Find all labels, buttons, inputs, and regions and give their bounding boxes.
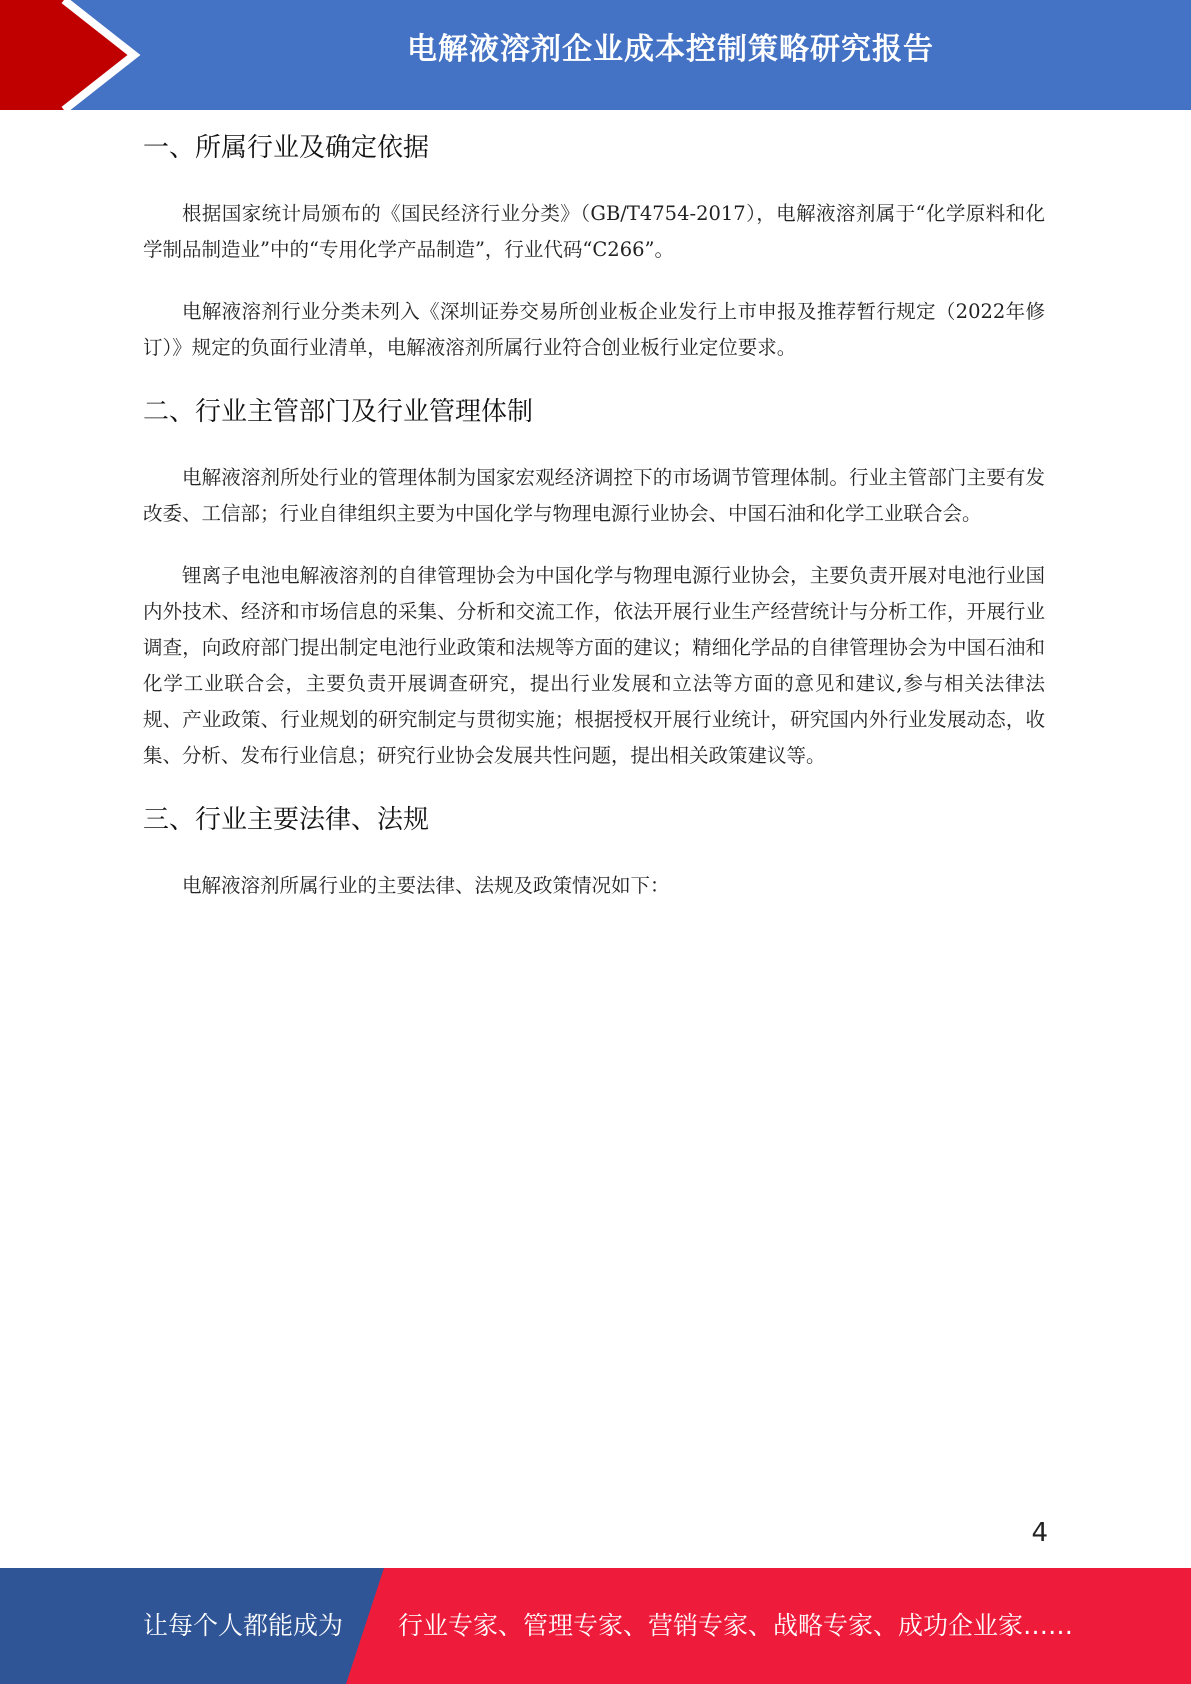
section-heading: 一、所属行业及确定依据	[143, 133, 430, 163]
section-laws-regulations	[143, 800, 1045, 904]
footer-slogan: 让每个人都能成为	[143, 1611, 344, 1640]
page-header	[0, 0, 1191, 110]
section-heading: 三、行业主要法律、法规	[143, 805, 430, 835]
footer-roles: 行业专家、管理专家、营销专家、战略专家、成功企业家……	[398, 1611, 1074, 1640]
section-heading: 二、行业主管部门及行业管理体制	[143, 397, 534, 427]
document-body	[143, 128, 1045, 930]
paragraph: 锂离子电池电解液溶剂的自律管理协会为中国化学与物理电源行业协会，主要负责开展对电池行业国内外技术、经济和市场信息的采集、分析和交流工作，依法开展行业生产经营统计与分析工作，开展行业调查，向政府部门提出制定电池行业政策和法规等方面的建议；精细化学品的自律管理协会为中国石油和化学工业联合会，主要负责开展调查研究，提出行业发展和立法等方面的意见和建议,参与相关法律法规、产业政策、行业规划的研究制定与贯彻实施；根据授权开展行业统计，研究国内外行业发展动态，收集、分析、发布行业信息；研究行业协会发展共性问题，提出相关政策建议等。	[143, 564, 1045, 767]
page-footer	[0, 1568, 1191, 1684]
paragraph: 电解液溶剂所属行业的主要法律、法规及政策情况如下：	[182, 874, 670, 897]
report-title: 电解液溶剂企业成本控制策略研究报告	[407, 32, 934, 67]
paragraph: 电解液溶剂行业分类未列入《深圳证券交易所创业板企业发行上市申报及推荐暂行规定（2022年修订）》规定的负面行业清单，电解液溶剂所属行业符合创业板行业定位要求。	[143, 300, 1045, 359]
paragraph: 电解液溶剂所处行业的管理体制为国家宏观经济调控下的市场调节管理体制。行业主管部门主要有发改委、工信部；行业自律组织主要为中国化学与物理电源行业协会、中国石油和化学工业联合会。	[143, 466, 1045, 525]
section-industry-classification	[143, 128, 1045, 366]
page-number: 4	[1031, 1518, 1048, 1548]
section-regulatory-authority	[143, 392, 1045, 774]
paragraph: 根据国家统计局颁布的《国民经济行业分类》（GB/T4754-2017），电解液溶剂属于“化学原料和化学制品制造业”中的“专用化学产品制造”，行业代码“C266”。	[143, 202, 1045, 261]
header-arrow-decoration	[0, 0, 160, 110]
